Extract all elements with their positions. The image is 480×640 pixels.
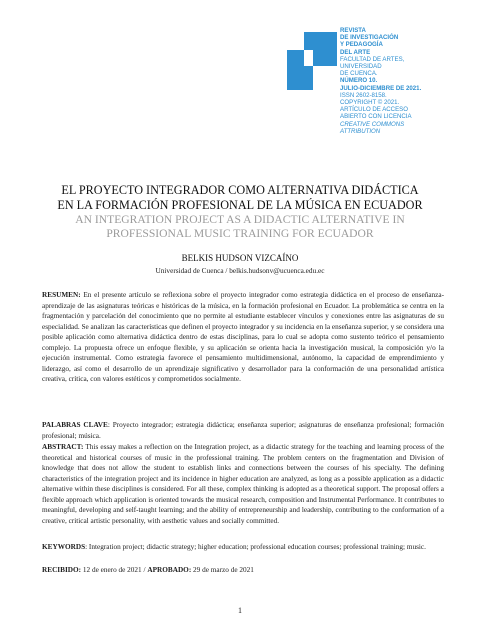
title-en-line-2: PROFESSIONAL MUSIC TRAINING FOR ECUADOR [106,227,374,240]
journal-info-line: CREATIVE COMMONS [340,120,405,128]
journal-info-line: DE CUENCA. [340,70,378,78]
title-en-line-1: AN INTEGRATION PROJECT AS A DIDACTIC ALTERNATIVE IN [75,213,405,226]
dates-line [42,565,444,576]
journal-info-line: COPYRIGHT © 2021. [340,99,400,107]
palabras-clave-text: : Proyecto integrador; estrategia didáctica; enseñanza superior; asignaturas de enseñanza profesional; formación profesional; música. [42,421,444,440]
journal-info-line: DE INVESTIGACIÓN [340,34,399,42]
abstract-label: ABSTRACT: [42,443,84,451]
palabras-clave-paragraph [42,420,444,441]
title-spanish [10,183,470,213]
keywords-label: KEYWORDS [42,543,86,551]
journal-logo [287,32,337,90]
journal-info [340,27,472,135]
recibido-date: 12 de enero de 2021 / [81,566,148,574]
title-english [10,213,470,241]
journal-info-line: UNIVERSIDAD [340,63,382,71]
recibido-label: RECIBIDO: [42,566,82,574]
resumen-text: En el presente artículo se reflexiona sobre el proyecto integrador como estrategia didáctica en el proceso de enseñanza-aprendizaje de las asignaturas teóricas e históricas de la música, en la formación profesional en Ecuador. La problemática se centra en la fragmentación y parcelación del conocimiento que no permite al estudiante establecer vínculos y conexiones entre las asignaturas de su especialidad. Se analizan las características que definen el proyecto integrador y su incidencia en la enseñanza superior, y se considera una posible aplicación como alternativa didáctica dentro de estas disciplinas, para lo cual se adopta como sustento teórico el pensamiento complejo. La propuesta ofrece un enfoque flexible, y su aplicación se orienta hacia la investigación musical, la composición y/o la ejecución instrumental. Como estrategia favorece el pensamiento multidimensional, autónomo, la capacidad de emprendimiento y liderazgo, así como el desarrollo de un aprendizaje significativo y desarrollador para la conformación de una personalidad artística creativa, crítica, con valores estéticos y comprometidos socialmente. [42,291,445,384]
page-number: 1 [238,606,242,615]
journal-info-line: NÚMERO 10. [340,77,378,85]
journal-info-line: ATTRIBUTION [340,127,381,135]
abstract-paragraph [42,442,444,526]
journal-info-line: ISSN 2602-8158. [340,91,387,99]
resumen-paragraph [42,290,444,385]
keywords-paragraph [42,542,444,553]
author-affiliation: Universidad de Cuenca / belkis.hudsonv@ucuenca.edu.ec [155,266,325,275]
palabras-clave-label: PALABRAS CLAVE [42,421,108,429]
aprobado-label: APROBADO: [147,566,192,574]
abstract-text: This essay makes a reflection on the Integration project, as a didactic strategy for the teaching and learning process of the theoretical and historical courses of music in the professional training. The problem centers on the fragmentation and Division of knowledge that does not allow the student to establish links and connections between the courses of his specialty. The defining characteristics of the integration project and its incidence in higher education are analyzed, as long as a possible application as a didactic alternative within these disciplines is considered. For all these, complex thinking is adopted as a theoretical support. The proposal offers a flexible approach which application is oriented towards the musical research, composition and Instrumental Performance. It contributes to meaningful, developing and self-taught learning; and the ability of entrepreneurship and leadership, contributing to the conformation of a creative, critical artistic personality, with aesthetic values and socially committed. [42,443,444,525]
journal-info-line: JULIO-DICIEMBRE DE 2021. [340,84,422,92]
journal-logo-icon [287,32,337,90]
journal-info-line: REVISTA [340,27,366,34]
aprobado-date: 29 de marzo de 2021 [191,566,254,574]
journal-info-line: ARTÍCULO DE ACCESO [340,106,408,114]
journal-info-line: ABIERTO CON LICENCIA [340,113,412,121]
title-es-line-2: EN LA FORMACIÓN PROFESIONAL DE LA MÚSICA EN ECUADOR [57,198,423,212]
journal-info-line: Y PEDAGOGÍA [340,41,383,49]
author-name: BELKIS HUDSON VIZCAÍNO [181,253,299,263]
title-es-line-1: EL PROYECTO INTEGRADOR COMO ALTERNATIVA DIDÁCTICA [61,183,419,197]
journal-info-line: FACULTAD DE ARTES, [340,55,405,63]
resumen-label: RESUMEN: [42,291,81,299]
keywords-text: : Integration project; didactic strategy; higher education; professional education courses; professional training; music. [85,543,426,551]
journal-info-line: DEL ARTE [340,48,371,56]
